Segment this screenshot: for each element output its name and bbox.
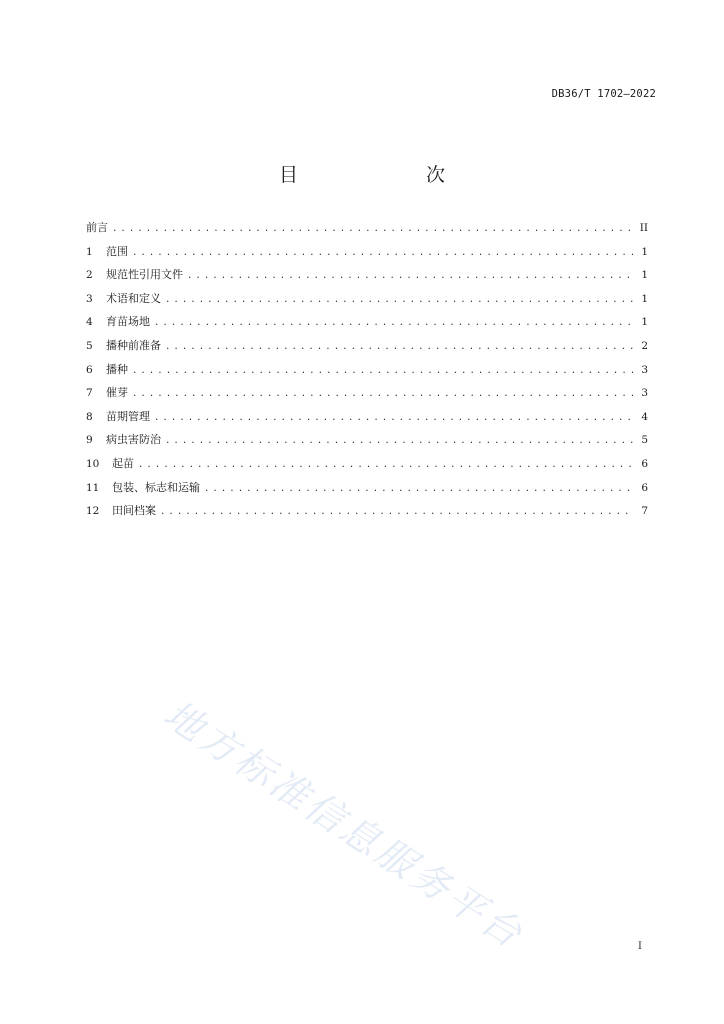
toc-leader-dots [187, 265, 634, 289]
toc-leader-dots [165, 336, 634, 360]
toc-entry-number: 11 [86, 481, 100, 494]
toc-entry-page: 4 [641, 410, 648, 423]
toc-entry-page: 6 [641, 457, 648, 470]
toc-entry-number: 9 [86, 434, 93, 447]
toc-leader-dots [132, 360, 634, 384]
toc-entry-label: 规范性引用文件 [106, 268, 183, 282]
toc-entry-page: 5 [641, 434, 648, 447]
toc-leader-dots [112, 218, 634, 242]
page-number: I [637, 940, 642, 952]
toc-entry-label: 术语和定义 [106, 291, 161, 305]
toc-leader-dots [138, 454, 634, 478]
toc-entry-page: 3 [641, 363, 648, 376]
toc-entry-number: 2 [86, 269, 93, 282]
toc-leader-dots [204, 478, 634, 502]
toc-entry-foreword[interactable] [86, 216, 648, 240]
toc-entry-2[interactable] [86, 263, 648, 287]
toc-entry-10[interactable] [86, 452, 648, 476]
toc-entry-label: 前言 [86, 221, 108, 234]
toc-entry-label: 范围 [106, 244, 128, 258]
toc-entry-number: 8 [86, 410, 93, 423]
watermark: 地方标准信息服务平台 [156, 691, 533, 958]
toc-entry-page: 3 [641, 387, 648, 400]
toc-entry-page: 1 [641, 245, 648, 258]
toc-entry-number: 4 [86, 316, 93, 329]
toc-leader-dots [160, 501, 634, 525]
toc-entry-number: 1 [86, 245, 93, 258]
toc-entry-7[interactable] [86, 381, 648, 405]
toc-entry-number: 10 [86, 457, 100, 470]
toc-entry-label: 田间档案 [112, 504, 156, 518]
toc-entry-page: II [639, 222, 648, 234]
toc-entry-page: 1 [641, 269, 648, 282]
document-code: DB36/T 1702—2022 [551, 88, 656, 100]
toc-entry-11[interactable] [86, 476, 648, 500]
toc-entry-label: 苗期管理 [106, 409, 150, 423]
toc-entry-page: 7 [641, 505, 648, 518]
toc-entry-5[interactable] [86, 334, 648, 358]
toc-entry-label: 播种前准备 [106, 338, 161, 352]
toc-entry-label: 催芽 [106, 386, 128, 400]
toc-entry-3[interactable] [86, 287, 648, 311]
toc-entry-page: 6 [641, 481, 648, 494]
toc-entry-label: 病虫害防治 [106, 433, 161, 447]
toc-entry-number: 12 [86, 505, 100, 518]
toc-entry-label: 起苗 [112, 456, 134, 470]
toc-entry-number: 3 [86, 292, 93, 305]
toc-entry-6[interactable] [86, 358, 648, 382]
toc-entry-12[interactable] [86, 499, 648, 523]
table-of-contents [86, 216, 648, 523]
toc-entry-page: 1 [641, 292, 648, 305]
toc-entry-9[interactable] [86, 428, 648, 452]
toc-leader-dots [165, 289, 634, 313]
toc-entry-label: 包装、标志和运输 [112, 480, 200, 494]
toc-entry-page: 1 [641, 316, 648, 329]
toc-leader-dots [132, 383, 634, 407]
toc-entry-label: 播种 [106, 362, 128, 376]
toc-entry-8[interactable] [86, 405, 648, 429]
toc-leader-dots [132, 242, 634, 266]
toc-entry-4[interactable] [86, 310, 648, 334]
toc-entry-number: 5 [86, 339, 93, 352]
page-title: 目 次 [278, 164, 475, 186]
toc-entry-number: 7 [86, 387, 93, 400]
toc-entry-number: 6 [86, 363, 93, 376]
toc-entry-page: 2 [641, 339, 648, 352]
toc-entry-label: 育苗场地 [106, 315, 150, 329]
toc-leader-dots [154, 407, 634, 431]
toc-leader-dots [154, 312, 634, 336]
toc-leader-dots [165, 430, 634, 454]
toc-entry-1[interactable] [86, 240, 648, 264]
